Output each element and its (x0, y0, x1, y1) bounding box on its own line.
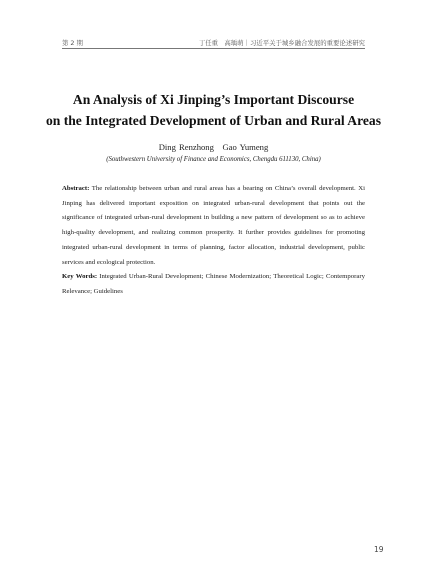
article-title (40, 89, 387, 131)
title-line-2: on the Integrated Development of Urban and Rural Areas (45, 113, 382, 128)
author-names: Ding Renzhong Gao Yumeng (158, 142, 269, 152)
abstract-paragraph (62, 182, 365, 270)
journal-issue: 第 2 期 (62, 39, 83, 47)
keywords-label: Key Words: (62, 273, 98, 281)
abstract-block (62, 182, 365, 300)
author-affiliation: (Southwestern University of Finance and Economics, Chengdu 611130, China) (106, 156, 321, 163)
running-header: 丁任重 高瑀萌｜习近平关于城乡融合发展的重要论述研究 (198, 39, 365, 47)
abstract-label: Abstract: (62, 185, 90, 192)
keywords-text: Integrated Urban-Rural Development; Chinese Modernization; Theoretical Logic; Contemporary Relevance; Guidelines (62, 273, 365, 295)
page-number: 19 (374, 545, 384, 554)
header-rule (62, 48, 365, 49)
abstract-text: The relationship between urban and rural areas has a bearing on China’s overall development. Xi Jinping has delivered important exposition on integrated urban-rural development that points out the significance of integrated urban-rural development in building a new pattern of development so as to achieve high-quality development, and realizing common prosperity. It further provides guidelines for promoting integrated urban-rural development in terms of planning, factor allocation, industrial development, public services and ecological protection. (62, 185, 365, 266)
title-line-1: An Analysis of Xi Jinping’s Important Discourse (72, 92, 355, 107)
keywords-paragraph (62, 270, 365, 299)
